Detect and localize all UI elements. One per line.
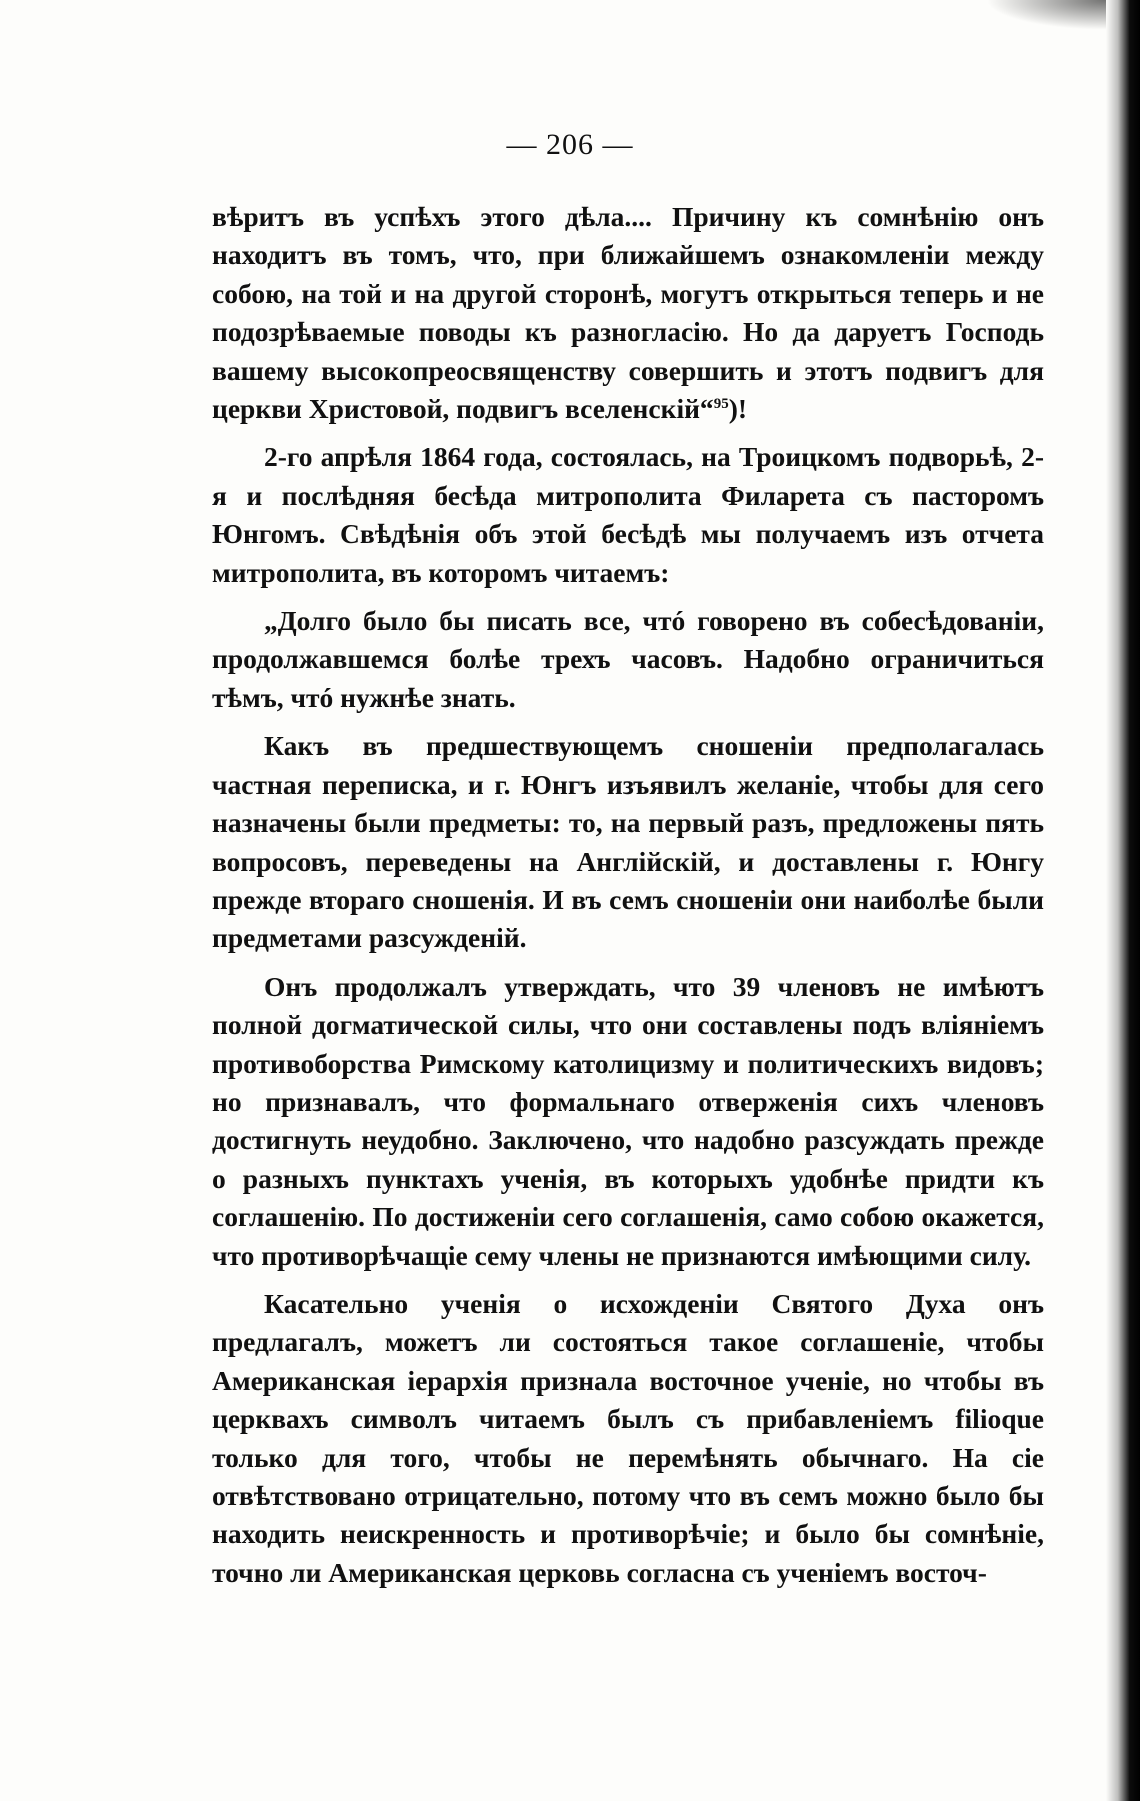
footnote-reference: 95	[713, 395, 729, 412]
paragraph: 2-го апрѣля 1864 года, состоялась, на Троицкомъ подворьѣ, 2-я и послѣдняя бесѣда митрополита Филарета съ пасторомъ Юнгомъ. Свѣдѣнія объ этой бесѣдѣ мы получаемъ изъ отчета митрополита, въ которомъ читаемъ:	[212, 441, 1044, 588]
paragraph-quote: „Долго было бы писать все, чтó говорено въ собесѣдованіи, продолжавшемся болѣе трехъ часовъ. Надобно ограничиться тѣмъ, чтó нужнѣе знать.	[212, 605, 1044, 713]
paragraph: Касательно ученія о исхожденіи Святого Духа онъ предлагалъ, можетъ ли состояться такое соглашеніе, чтобы Американская іерархія признала восточное ученіе, но чтобы въ церквахъ символъ читаемъ былъ съ прибавленіемъ filioque только для того, чтобы не перемѣнять обычнаго. На сіе отвѣтствовано отрицательно, потому что въ семъ можно было бы находить неискренность и противорѣчіе; и было бы сомнѣніе, точно ли Американская церковь согласна съ ученіемъ восточ-	[212, 1287, 1044, 1588]
page-corner-shadow	[986, 0, 1106, 30]
body-text	[212, 198, 1044, 1602]
paragraph-text: вѣритъ въ успѣхъ этого дѣла.... Причину къ сомнѣнію онъ находитъ въ томъ, что, при ближайшемъ ознакомленіи между собою, на той и на другой сторонѣ, могутъ открыться теперь и не подозрѣваемые поводы къ разногласію. Но да даруетъ Господь вашему высокопреосвященству совершить и этотъ подвигъ для церкви Христовой, подвигъ вселенскій“	[212, 201, 1044, 425]
paragraph-tail: )!	[728, 393, 748, 425]
paragraph: Какъ въ предшествующемъ сношеніи предполагалась частная переписка, и г. Юнгъ изъявилъ желаніе, чтобы для сего назначены были предметы: то, на первый разъ, предложены пять вопросовъ, переведены на Англійскій, и доставлены г. Юнгу прежде втораго сношенія. И въ семъ сношеніи они наиболѣе были предметами разсужденій.	[212, 730, 1044, 954]
page-edge-shadow	[1106, 0, 1140, 1801]
page-number: — 206 —	[506, 128, 634, 161]
paragraph-continuation	[212, 198, 1044, 428]
paragraph: Онъ продолжалъ утверждать, что 39 членовъ не имѣютъ полной догматической силы, что они составлены подъ вліяніемъ противоборства Римскому католицизму и политическихъ видовъ; но признавалъ, что формальнаго отверженія сихъ членовъ достигнуть неудобно. Заключено, что надобно разсуждать прежде о разныхъ пунктахъ ученія, въ которыхъ удобнѣе придти къ соглашенію. По достиженіи сего соглашенія, само собою окажется, что противорѣчащіе сему члены не признаются имѣющими силу.	[212, 970, 1044, 1271]
